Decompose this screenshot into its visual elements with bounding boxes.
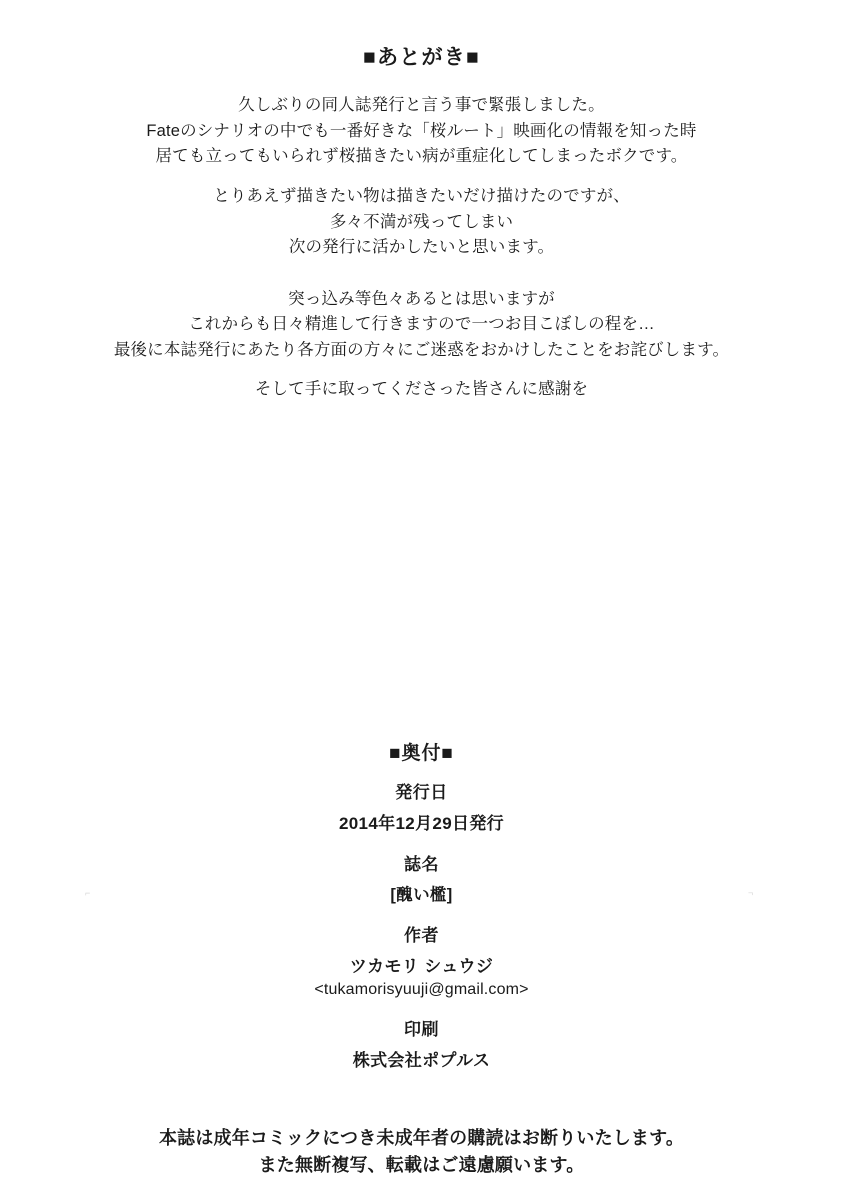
colophon-value-printer: 株式会社ポプルス	[352, 1051, 491, 1070]
afterword-line-6: 次の発行に活かしたいと思います。	[288, 238, 555, 257]
notice-line-1: 本誌は成年コミックにつき未成年者の購読はお断りいたします。	[158, 1128, 685, 1148]
colophon-value-title: [醜い檻]	[390, 886, 453, 904]
afterword-line-7: 突っ込み等色々あるとは思いますが	[288, 289, 555, 308]
paragraph-gap	[0, 363, 843, 377]
colophon-value-author: ツカモリ シュウジ	[349, 957, 494, 976]
colophon-label-title: 誌名	[403, 855, 440, 874]
afterword-line-1: 久しぶりの同人誌発行と言う事で緊張しました。	[238, 96, 605, 115]
scan-artifact-left: ⌐	[85, 888, 91, 898]
afterword-line-9: 最後に本誌発行にあたり各方面の方々にご迷惑をおかけしたことをお詫びします。	[113, 340, 730, 359]
colophon-label-printer: 印刷	[403, 1020, 440, 1039]
colophon-label-publication-date: 発行日	[395, 783, 448, 802]
afterword-line-5: 多々不満が残ってしまい	[329, 212, 514, 231]
afterword-section	[0, 44, 843, 403]
age-restriction-notice	[0, 1125, 843, 1179]
paragraph-gap	[0, 170, 843, 184]
colophon-value-author-email: <tukamorisyuuji@gmail.com>	[314, 981, 529, 998]
afterword-line-4: とりあえず描きたい物は描きたいだけ描けたのですが、	[213, 186, 630, 205]
colophon-heading: ■奥付■	[389, 743, 454, 764]
afterword-line-3: 居ても立ってもいられず桜描きたい病が重症化してしまったボクです。	[155, 147, 688, 166]
afterword-line-2: Fateのシナリオの中でも一番好きな「桜ルート」映画化の情報を知った時	[146, 121, 697, 140]
colophon-section	[0, 738, 843, 1087]
colophon-value-publication-date: 2014年12月29日発行	[338, 814, 505, 833]
scan-artifact-right: ¬	[748, 888, 754, 898]
paragraph-gap	[0, 261, 843, 287]
afterword-line-8: これからも日々精進して行きますので一つお目こぼしの程を…	[188, 315, 655, 334]
notice-line-2: また無断複写、転載はご遠慮願います。	[258, 1155, 585, 1175]
afterword-line-10: そして手に取ってくださった皆さんに感謝を	[254, 380, 589, 399]
afterword-heading: ■あとがき■	[363, 46, 480, 69]
colophon-label-author: 作者	[403, 926, 440, 945]
